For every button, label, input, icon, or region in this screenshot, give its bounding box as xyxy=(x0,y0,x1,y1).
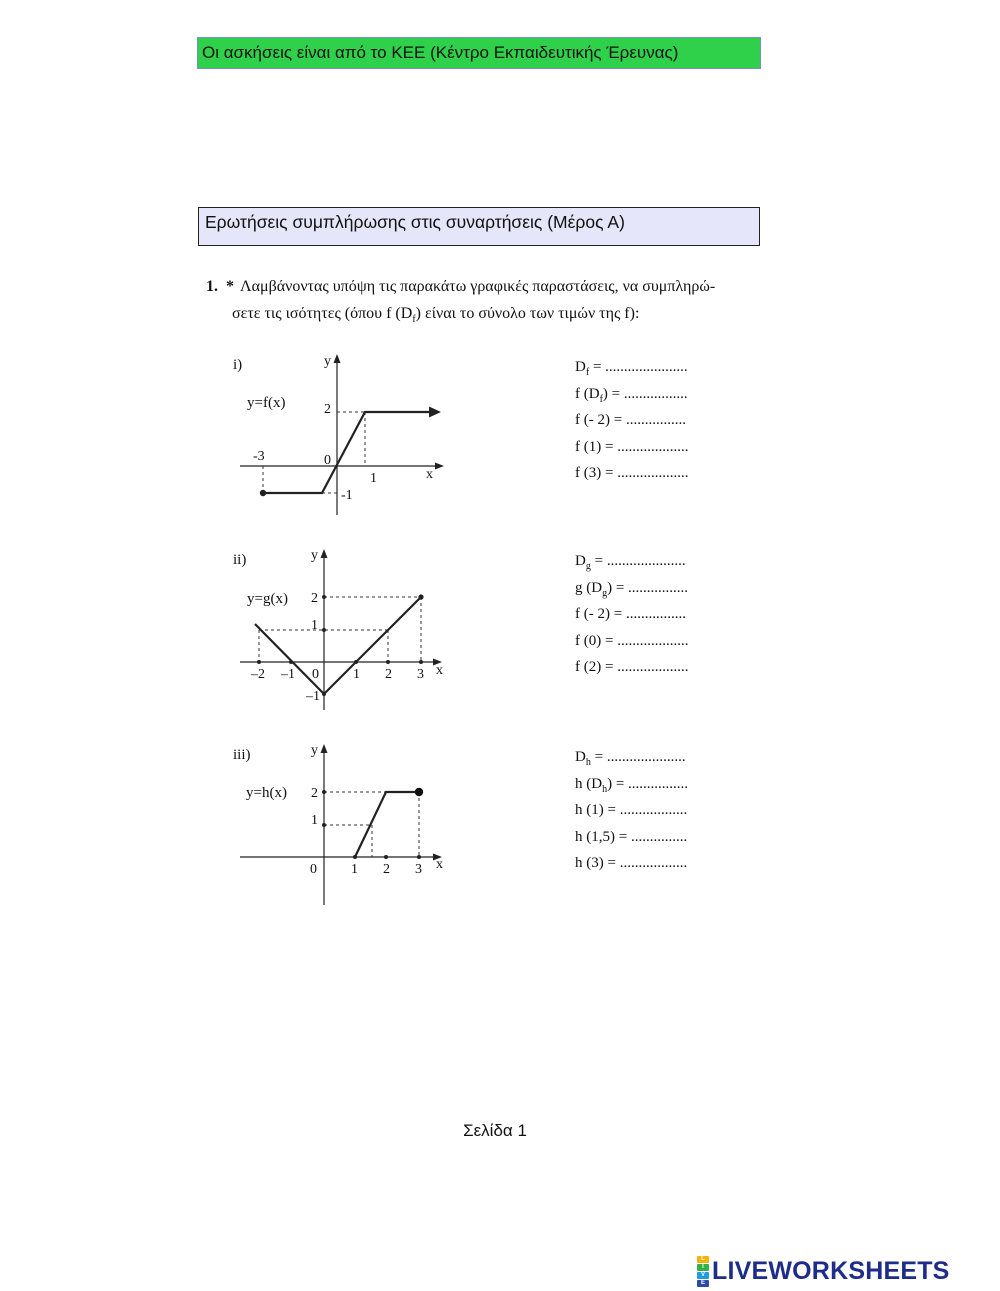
question-text-sub: f xyxy=(412,314,416,326)
graph-h-tick-3: 3 xyxy=(415,862,422,877)
graph-h-y-arrow xyxy=(321,744,328,753)
graph-f-curve xyxy=(263,412,430,493)
question-text-line-2: σετε τις ισότητες (όπου f (D xyxy=(232,305,413,322)
graph-h-tick-2: 2 xyxy=(383,862,390,877)
graph-h-x-label: x xyxy=(436,857,443,872)
graph-g-dot-x1 xyxy=(354,660,358,664)
graph-h-tick-y1: 1 xyxy=(311,813,318,828)
blank-h-3[interactable]: h (3) = .................. xyxy=(575,855,688,871)
question-star: * xyxy=(226,278,234,295)
graph-f-label: y=f(x) xyxy=(247,395,286,411)
graph-g-dot-x-1 xyxy=(289,660,293,664)
liveworksheets-brand xyxy=(697,1256,950,1286)
graph-h-endpoint xyxy=(415,788,423,796)
graph-g-tick-2: 2 xyxy=(385,667,392,682)
blanks-h xyxy=(575,744,775,877)
section-title xyxy=(198,207,760,246)
liveworksheets-name: LIVEWORKSHEETS xyxy=(712,1256,950,1285)
blank-g-minus2[interactable]: f (- 2) = ................ xyxy=(575,606,686,622)
graph-h-dot-x3 xyxy=(417,855,421,859)
graph-g-tick-minus2: –2 xyxy=(251,667,265,682)
graph-g-endpoint xyxy=(418,594,423,599)
source-banner-text: Οι ασκήσεις είναι από το ΚΕΕ (Κέντρο Εκπαιδευτικής Έρευνας) xyxy=(202,43,679,62)
graph-g-dot-y-1 xyxy=(322,692,326,696)
graph-g-tick-y2: 2 xyxy=(311,591,318,606)
graph-g-tick-0: 0 xyxy=(312,667,319,682)
graph-g-y-arrow xyxy=(321,549,328,558)
blanks-f xyxy=(575,354,775,487)
graph-g-tick-minus1: –1 xyxy=(281,667,295,682)
graph-f-curve-arrow xyxy=(429,407,441,418)
graph-h-dot-x2 xyxy=(384,855,388,859)
graph-g xyxy=(200,540,480,715)
graph-g-dot-x3 xyxy=(419,660,423,664)
graph-g-tick-1: 1 xyxy=(353,667,360,682)
graph-g-tick-y1: 1 xyxy=(311,618,318,633)
graph-f-y-label: y xyxy=(324,354,331,369)
blank-h-range[interactable]: h $(D_h)$ = ................ xyxy=(575,775,689,795)
blank-h-1[interactable]: h (1) = .................. xyxy=(575,802,688,818)
graph-g-dot-x2 xyxy=(386,660,390,664)
section-title-text: Ερωτήσεις συμπλήρωσης στις συναρτήσεις (Μέρος Α) xyxy=(205,212,625,232)
graph-g-dot-y2 xyxy=(322,595,326,599)
graph-f-x-label: x xyxy=(426,467,433,482)
graph-h-dot-y1 xyxy=(322,823,326,827)
graph-f-x-arrow xyxy=(435,463,444,470)
question-text-line-1: Λαμβάνοντας υπόψη τις παρακάτω γραφικές παραστάσεις, να συμπληρώ- xyxy=(240,278,716,295)
blank-h-domain[interactable]: $D_h$ = ..................... xyxy=(575,749,686,768)
question-text-line-2-end: ) είναι το σύνολο των τιμών της f): xyxy=(415,305,640,322)
blank-g-2[interactable]: f (2) = ................... xyxy=(575,659,689,675)
graph-f-roman: i) xyxy=(233,357,243,373)
graph-f-tick-y-1: -1 xyxy=(341,488,353,503)
graph-h-y-label: y xyxy=(311,743,318,758)
question-line-2 xyxy=(206,300,806,333)
blank-g-domain[interactable]: $D_g$ = ..................... xyxy=(575,553,686,572)
graph-f-tick-1: 1 xyxy=(370,471,377,486)
graph-f xyxy=(200,345,480,520)
graph-h-curve xyxy=(355,792,419,857)
graph-g-x-label: x xyxy=(436,663,443,678)
graph-f-endpoint xyxy=(260,490,266,496)
question-number: 1. xyxy=(206,278,218,295)
graph-g-label: y=g(x) xyxy=(247,591,288,607)
source-banner xyxy=(197,37,761,69)
graph-h-tick-0: 0 xyxy=(310,862,317,877)
graph-g-dot-y1 xyxy=(322,628,326,632)
blank-g-range[interactable]: g $(D_g)$ = ................ xyxy=(575,579,689,599)
blank-f-domain[interactable]: $D_f$ = ...................... xyxy=(575,359,688,378)
blank-f-range[interactable]: f $(D_f)$ = ................. xyxy=(575,385,688,405)
graph-f-y-arrow xyxy=(334,354,341,363)
graph-g-tick-3: 3 xyxy=(417,667,424,682)
graph-g-tick-y-1: –1 xyxy=(306,689,320,704)
graph-f-tick-0: 0 xyxy=(324,453,331,468)
blank-h-1-5[interactable]: h (1,5) = ............... xyxy=(575,828,688,845)
graph-h-dot-x1 xyxy=(353,855,357,859)
graph-g-y-label: y xyxy=(311,548,318,563)
graph-f-tick-y2: 2 xyxy=(324,402,331,417)
blanks-g xyxy=(575,548,775,681)
question-line-1 xyxy=(206,273,806,300)
graph-g-roman: ii) xyxy=(233,552,247,568)
blank-f-minus2[interactable]: f (- 2) = ................ xyxy=(575,412,686,428)
graph-f-tick-minus3: -3 xyxy=(253,449,265,464)
graph-h-roman: iii) xyxy=(233,747,251,763)
graph-h-tick-y2: 2 xyxy=(311,786,318,801)
blank-f-3[interactable]: f (3) = ................... xyxy=(575,465,689,481)
graph-h-tick-1: 1 xyxy=(351,862,358,877)
page-number: Σελίδα 1 xyxy=(463,1121,527,1140)
graph-h-dot-y2 xyxy=(322,790,326,794)
liveworksheets-logo-icon: L I V E xyxy=(697,1256,709,1287)
blank-f-1[interactable]: f (1) = ................... xyxy=(575,438,689,455)
graph-h-label: y=h(x) xyxy=(246,785,287,801)
question-1 xyxy=(206,273,806,333)
blank-g-0[interactable]: f (0) = ................... xyxy=(575,632,689,649)
graph-g-dot-x-2 xyxy=(257,660,261,664)
graph-g-curve xyxy=(255,597,421,694)
graph-h xyxy=(200,735,480,910)
